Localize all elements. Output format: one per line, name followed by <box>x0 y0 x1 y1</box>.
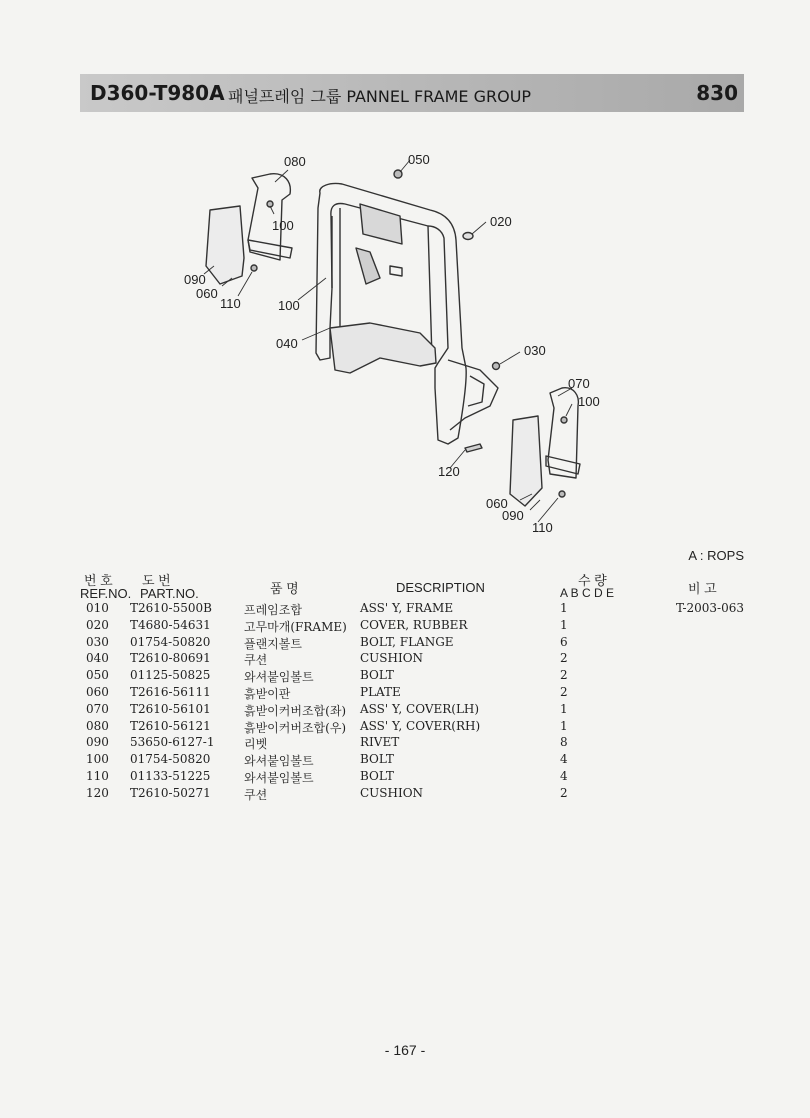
quantity: 2 <box>560 668 568 683</box>
ref-no: 060 <box>86 684 109 699</box>
callout-090: 090 <box>502 508 524 523</box>
ref-no: 090 <box>86 735 109 750</box>
callout-050: 050 <box>408 152 430 167</box>
description: BOLT <box>360 668 394 683</box>
part-no: T2610-80691 <box>130 651 211 666</box>
header-ref-kor: 번 호 <box>84 573 113 588</box>
callout-100: 100 <box>272 218 294 233</box>
korean-name: 플랜지볼트 <box>244 636 302 651</box>
quantity: 4 <box>560 768 568 783</box>
header-ref-eng: REF.NO. <box>80 586 132 601</box>
part-no: T2616-56111 <box>130 684 211 699</box>
header-qty-columns: A B C D E <box>560 586 615 600</box>
ref-no: 030 <box>86 634 109 649</box>
korean-name: 와셔붙임볼트 <box>244 670 314 685</box>
ref-no: 040 <box>86 651 109 666</box>
ref-no: 100 <box>86 752 109 767</box>
model-code: D360-T980A <box>90 81 225 105</box>
description: ASS' Y, FRAME <box>360 601 454 615</box>
part-no: T2610-56101 <box>130 701 211 716</box>
parts-table-header <box>80 570 746 604</box>
korean-name: 프레임조합 <box>244 603 302 617</box>
part-no: 01133-51225 <box>130 768 211 783</box>
table-row <box>80 719 746 736</box>
korean-name: 쿠션 <box>244 653 268 668</box>
part-no: 01125-50825 <box>130 668 211 683</box>
page-header <box>80 74 744 112</box>
callout-100: 100 <box>578 394 600 409</box>
description: PLATE <box>360 684 401 699</box>
description: CUSHION <box>360 651 424 666</box>
header-part-eng: PART.NO. <box>140 586 199 601</box>
callout-080: 080 <box>284 154 306 169</box>
group-title: 패널프레임 그룹 PANNEL FRAME GROUP <box>228 87 532 106</box>
callout-030: 030 <box>524 343 546 358</box>
part-no: 01754-50820 <box>130 752 211 767</box>
part-no: T2610-56121 <box>130 718 211 733</box>
page-code: 830 <box>696 81 738 105</box>
callout-070: 070 <box>568 376 590 391</box>
rops-note: A : ROPS <box>688 548 744 563</box>
description: ASS' Y, COVER(RH) <box>360 718 481 733</box>
remarks: T-2003-063 <box>675 601 744 615</box>
quantity: 8 <box>560 735 568 750</box>
callout-060: 060 <box>486 496 508 511</box>
callout-100: 100 <box>278 298 300 313</box>
header-part-kor: 도 번 <box>142 573 171 588</box>
table-row <box>80 651 746 668</box>
ref-no: 020 <box>86 617 109 632</box>
korean-name: 쿠션 <box>244 787 268 802</box>
quantity: 2 <box>560 651 568 666</box>
korean-name: 와셔붙임볼트 <box>244 754 314 769</box>
right-cover-plate <box>510 416 542 506</box>
quantity: 2 <box>560 684 568 699</box>
korean-name: 흙받이판 <box>244 686 291 701</box>
description: COVER, RUBBER <box>360 617 468 632</box>
right-bracket <box>548 388 578 478</box>
callout-110: 110 <box>220 296 241 311</box>
korean-name: 흙받이커버조합(좌) <box>244 703 347 718</box>
table-row <box>80 786 746 803</box>
part-no: T2610-50271 <box>130 785 211 800</box>
table-row <box>80 635 746 652</box>
page-number: - 167 - <box>384 1042 426 1058</box>
ref-no: 110 <box>86 768 109 783</box>
quantity: 2 <box>560 785 568 800</box>
korean-name: 흙받이커버조합(우) <box>244 720 347 735</box>
table-row <box>80 668 746 685</box>
quantity: 1 <box>560 617 568 632</box>
callout-060: 060 <box>196 286 218 301</box>
exploded-diagram <box>180 148 600 540</box>
table-row <box>80 618 746 635</box>
header-note-kor: 비 고 <box>688 581 717 596</box>
quantity: 4 <box>560 752 568 767</box>
header-description: DESCRIPTION <box>396 580 485 595</box>
part-no: T4680-54631 <box>130 617 211 632</box>
ref-no: 080 <box>86 718 109 733</box>
korean-name: 와셔붙임볼트 <box>244 770 314 785</box>
table-row <box>80 685 746 702</box>
description: CUSHION <box>360 785 424 800</box>
table-row <box>80 702 746 719</box>
quantity: 1 <box>560 701 568 716</box>
callout-110: 110 <box>532 520 553 535</box>
table-row <box>80 769 746 786</box>
part-no: T2610-5500B <box>130 601 212 615</box>
part-no: 01754-50820 <box>130 634 211 649</box>
table-row <box>80 735 746 752</box>
quantity: 1 <box>560 601 568 615</box>
description: BOLT, FLANGE <box>360 634 454 649</box>
header-name-kor: 품 명 <box>270 581 299 596</box>
description: ASS' Y, COVER(LH) <box>360 701 480 716</box>
description: BOLT <box>360 768 394 783</box>
part-no: 53650-6127-1 <box>130 735 215 750</box>
table-row <box>80 601 746 618</box>
ref-no: 050 <box>86 668 109 683</box>
callout-120: 120 <box>438 464 460 479</box>
ref-no: 120 <box>86 785 109 800</box>
description: RIVET <box>360 735 400 750</box>
quantity: 6 <box>560 634 568 649</box>
header-qty-kor: 수 량 <box>578 573 607 588</box>
quantity: 1 <box>560 718 568 733</box>
callout-020: 020 <box>490 214 512 229</box>
description: BOLT <box>360 752 394 767</box>
callout-040: 040 <box>276 336 298 351</box>
korean-name: 리벳 <box>244 737 268 752</box>
callout-090: 090 <box>184 272 206 287</box>
table-row <box>80 752 746 769</box>
left-cover-plate <box>206 206 244 284</box>
ref-no: 070 <box>86 701 109 716</box>
korean-name: 고무마개(FRAME) <box>244 619 347 634</box>
parts-table <box>80 601 746 803</box>
ref-no: 010 <box>86 601 109 615</box>
